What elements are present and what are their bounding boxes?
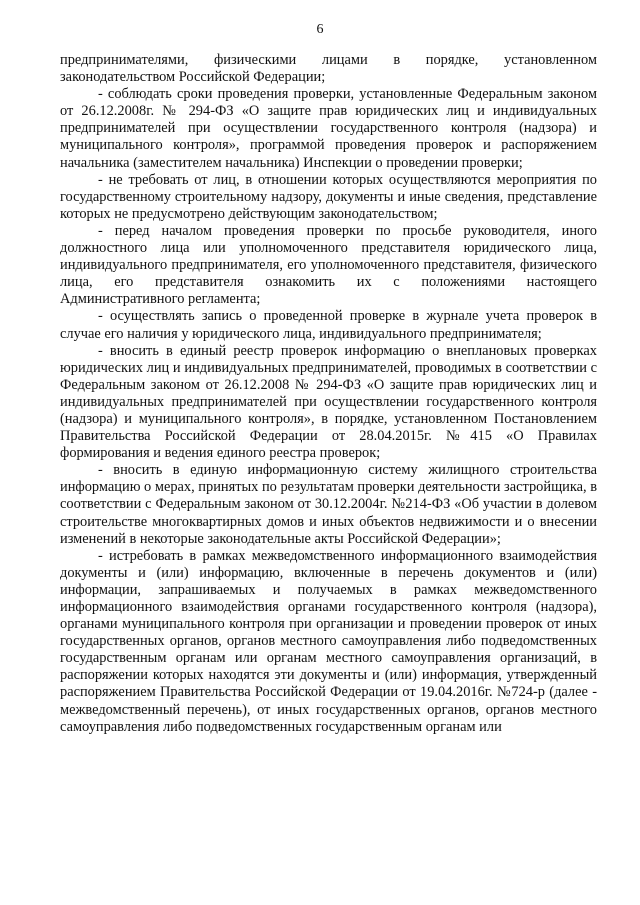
- paragraph-journal-record: - осуществлять запись о проведенной проверке в журнале учета проверок в случае его наличия у юридического лица, индивидуального предпринимателя;: [60, 308, 597, 342]
- paragraph-interagency-request: - истребовать в рамках межведомственного информационного взаимодействия документы и (или) информацию, включенные в перечень документов и (или) информации, запрашиваемых и получаемых в рамках межведомственного информационного взаимодействия органами государственного контроля (надзора), органами муниципального контроля при организации и проведении проверок от иных государственных органов, органов местного самоуправления либо подведомственных государственным органам или органам местного самоуправления организаций, в распоряжении которых находятся эти документы и (или) информация, утвержденный распоряжением Правительства Российской Федерации от 19.04.2016г. №724-р (далее - межведомственный перечень), от иных государственных органов, органов местного самоуправления либо подведомственных государственным органам или: [60, 547, 597, 735]
- paragraph-housing-info-system: - вносить в единую информационную систему жилищного строительства информацию о мерах, принятых по результатам проверки деятельности застройщика, в соответствии с Федеральным законом от 30.12.2004г. №214-ФЗ «Об участии в долевом строительстве многоквартирных домов и иных объектов недвижимости и о внесении изменений в некоторые законодательные акты Российской Федерации»;: [60, 462, 598, 547]
- paragraph-unified-registry: - вносить в единый реестр проверок информацию о внеплановых проверках юридических лиц и индивидуальных предпринимателей, проводимых в соответствии с Федеральным законом от 26.12.2008 № 294-ФЗ «О защите прав юридических лиц и индивидуальных предпринимателей при осуществлении государственного контроля (надзора) и муниципального контроля», в порядке, установленном Постановлением Правительства Российской Федерации от 28.04.2015г. №415 «О Правилах формирования и ведения единого реестра проверок;: [60, 342, 597, 462]
- paragraph-continuation: предпринимателями, физическими лицами в порядке, установленном законодательством Российской Федерации;: [60, 52, 597, 86]
- paragraph-observe-deadlines: - соблюдать сроки проведения проверки, установленные Федеральным законом от 26.12.2008г. № 294-ФЗ «О защите прав юридических лиц и индивидуальных предпринимателей при осуществлении государственного контроля (надзора) и муниципального контроля», программой проведения проверок и распоряжением начальника (заместителем начальника) Инспекции о проведении проверки;: [60, 86, 597, 171]
- paragraph-familiarize-regulation: - перед началом проведения проверки по просьбе руководителя, иного должностного лица или уполномоченного представителя юридического лица, индивидуального предпринимателя, его уполномоченного представителя, физического лица, его представителя ознакомить их с положениями настоящего Административного регламента;: [60, 222, 597, 308]
- document-body: [60, 52, 597, 736]
- page-number: 6: [316, 22, 324, 37]
- paragraph-no-extra-documents: - не требовать от лиц, в отношении которых осуществляются мероприятия по государственному строительному надзору, документы и иные сведения, представление которых не предусмотрено действующим законодательством;: [60, 171, 597, 222]
